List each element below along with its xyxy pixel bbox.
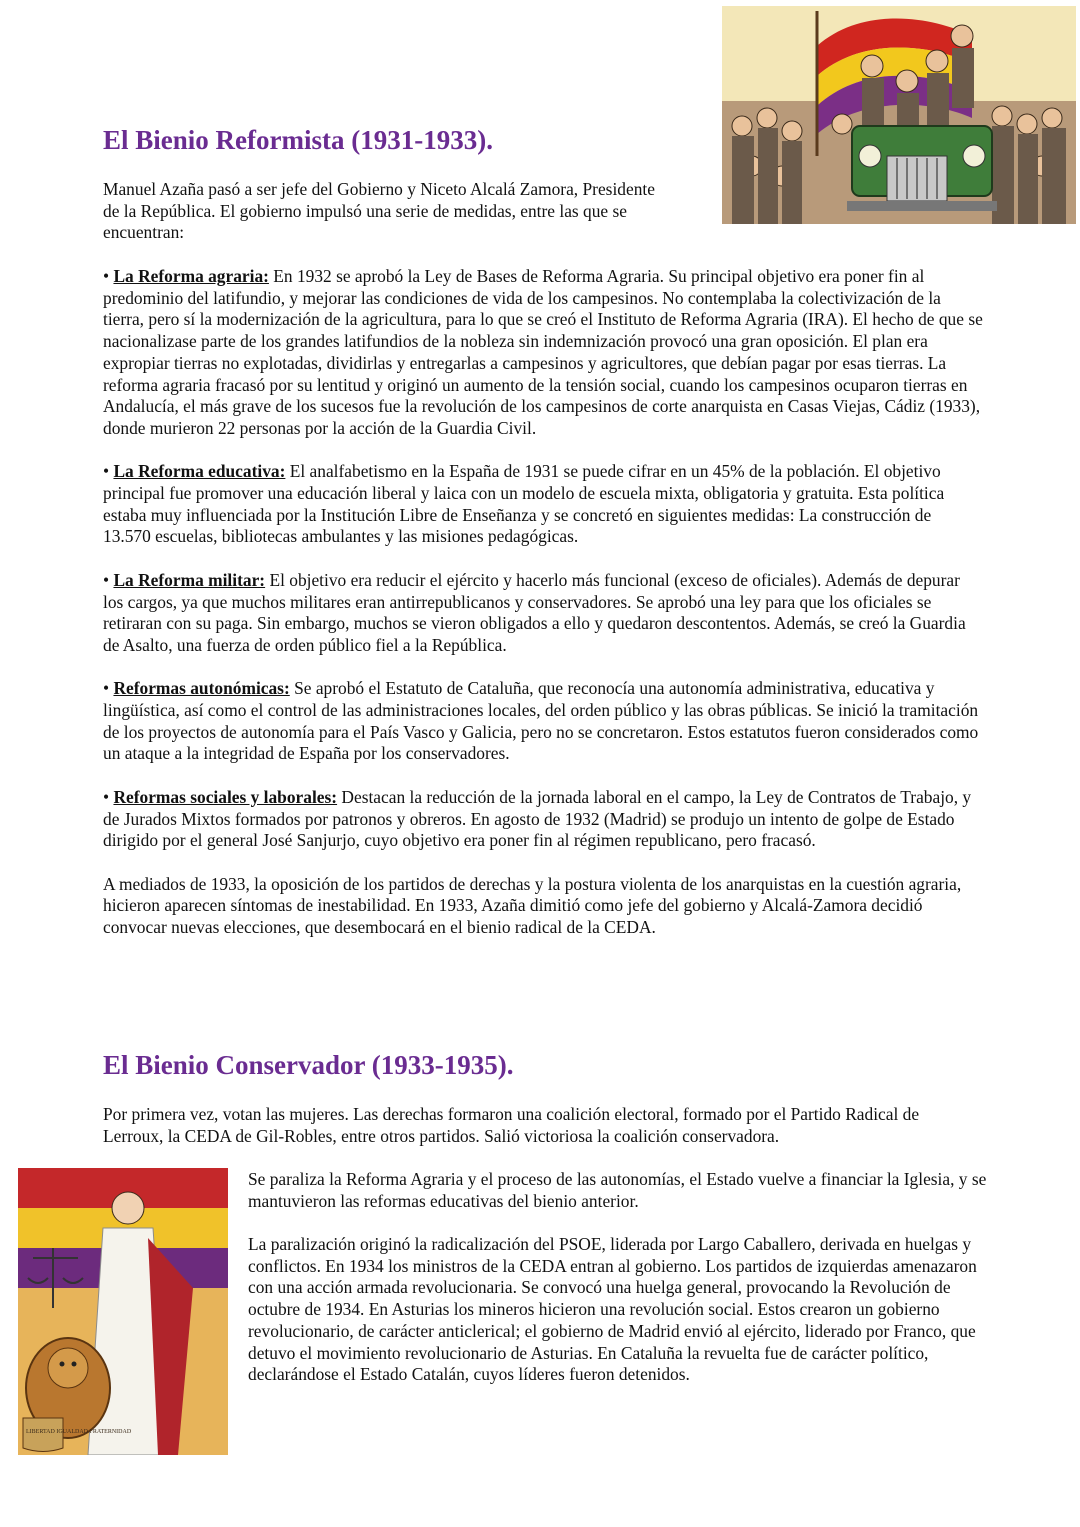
item-text: En 1932 se aprobó la Ley de Bases de Reforma Agraria. Su principal objetivo era poner fin al predominio del latifundio, y mejorar las condiciones de vida de los campesinos. No contemplaba la colectivización de la tierra, pero sí la modernización de la agricultura, para lo que se creó el Instituto de Reforma Agraria (IRA). El hecho de que se nacionalizase parte de los grandes latifundios de la nobleza sin indemnización provocó una gran oposición. El plan era expropiar tierras no explotadas, dividirlas y entregarlas a campesinos y agricultores, que debían pagar por esas tierras. La reforma agraria fracasó por su lentitud y originó un aumento de la tensión social, cuando los campesinos ocuparon tierras en Andalucía, el más grave de los sucesos fue la revolución de los campesinos de corte anarquista en Casas Viejas, Cádiz (1933), donde murieron 22 personas por la acción de la Guardia Civil. bbox=[103, 266, 983, 438]
bullet: • bbox=[103, 678, 110, 699]
list-item-reformas-autonomicas bbox=[103, 678, 983, 765]
item-text: Se aprobó el Estatuto de Cataluña, que reconocía una autonomía administrativa, educativa y lingüística, así como el control de las administraciones locales, del orden público y las obras públicas. Se inició la tramitación de los proyectos de autonomía para el País Vasco y Galicia, pero no se concretaron. Estos estatutos fueron considerados como un ataque a la integridad de España por los conservadores. bbox=[103, 678, 979, 764]
item-text: El analfabetismo en la España de 1931 se puede cifrar en un 45% de la población. El objetivo principal fue promover una educación liberal y laica con un modelo de escuela mixta, obligatoria y gratuita. Esta política estaba muy influenciada por la Institución Libre de Enseñanza y se concretó en siguientes medidas: La construcción de 13.570 escuelas, bibliotecas ambulantes y las misiones pedagógicas. bbox=[103, 461, 945, 547]
republic-celebration-illustration bbox=[722, 6, 1076, 224]
conservador-paragraph-2: La paralización originó la radicalización del PSOE, liderada por Largo Caballero, derivada en huelgas y conflictos. En 1934 los ministros de la CEDA entran al gobierno. Los partidos de izquierdas amenazaron con una acción armada revolucionaria. Se convocó una huelga general, provocando la Revolución de octubre de 1934. En Asturias los mineros hicieron una revolución social. Estos crearon un gobierno revolucionario, de carácter anticlerical; el gobierno de Madrid envió al ejército, liderado por Franco, que detuvo el movimiento revolucionario de Asturias. En Cataluña la revuelta fue de carácter político, declarándose el Estado Catalán, cuyos líderes fueron detenidos. bbox=[248, 1234, 977, 1385]
bullet: • bbox=[103, 786, 110, 807]
intro-paragraph: Manuel Azaña pasó a ser jefe del Gobierno y Niceto Alcalá Zamora, Presidente de la República. El gobierno impulsó una serie de medidas, entre las que se encuentran: bbox=[103, 179, 655, 243]
item-label: La Reforma militar: bbox=[113, 569, 266, 590]
list-item-reforma-militar bbox=[103, 570, 983, 657]
section-title-bienio-reformista: El Bienio Reformista (1931-1933). bbox=[103, 125, 493, 155]
list-item-reformas-sociales bbox=[103, 787, 983, 852]
item-label: La Reforma agraria: bbox=[113, 266, 269, 286]
poster-shield-text: LIBERTAD IGUALDAD FRATERNIDAD bbox=[26, 1429, 132, 1435]
bullet: • bbox=[103, 569, 110, 590]
bullet: • bbox=[103, 266, 110, 286]
list-item-reforma-educativa bbox=[103, 461, 983, 548]
conservador-paragraph-1: Se paraliza la Reforma Agraria y el proceso de las autonomías, el Estado vuelve a financiar la Iglesia, y se mantuvieron las reformas educativas del bienio anterior. bbox=[248, 1169, 987, 1211]
republic-allegory-poster bbox=[18, 1168, 228, 1455]
item-text: Destacan la reducción de la jornada laboral en el campo, la Ley de Contratos de Trabajo, y de Jurados Mixtos formados por patronos y obreros. En agosto de 1932 (Madrid) se produjo un intento de golpe de Estado dirigido por el general José Sanjurjo, cuyo objetivo era poner fin al régimen republicano, pero fracasó. bbox=[103, 786, 972, 851]
item-label: Reformas autonómicas: bbox=[113, 678, 290, 699]
item-label: La Reforma educativa: bbox=[113, 461, 286, 482]
list-item-reforma-agraria bbox=[103, 266, 983, 440]
conservador-intro-paragraph: Por primera vez, votan las mujeres. Las derechas formaron una coalición electoral, formado por el Partido Radical de Lerroux, la CEDA de Gil-Robles, entre otros partidos. Salió victoriosa la coalición conservadora. bbox=[103, 1104, 920, 1146]
bullet: • bbox=[103, 461, 110, 482]
reform-list bbox=[103, 266, 983, 939]
section-title-bienio-conservador: El Bienio Conservador (1933-1935). bbox=[103, 1050, 514, 1080]
closing-paragraph: A mediados de 1933, la oposición de los partidos de derechas y la postura violenta de los anarquistas en la cuestión agraria, hicieron aparecen síntomas de inestabilidad. En 1933, Azaña dimitió como jefe del gobierno y Alcalá-Zamora decidió convocar nuevas elecciones, que desembocará en el bienio radical de la CEDA. bbox=[103, 873, 962, 938]
item-text: El objetivo era reducir el ejército y hacerlo más funcional (exceso de oficiales). Además de depurar los cargos, ya que muchos militares eran antirrepublicanos y conservadores. Se aprobó una ley para que los oficiales se retiraran con su paga. Sin embargo, muchos se vieron obligados a ello y quedaron descontentos. Además, se creó la Guardia de Asalto, una fuerza de orden público fiel a la República. bbox=[103, 569, 966, 655]
item-label: Reformas sociales y laborales: bbox=[113, 786, 338, 807]
